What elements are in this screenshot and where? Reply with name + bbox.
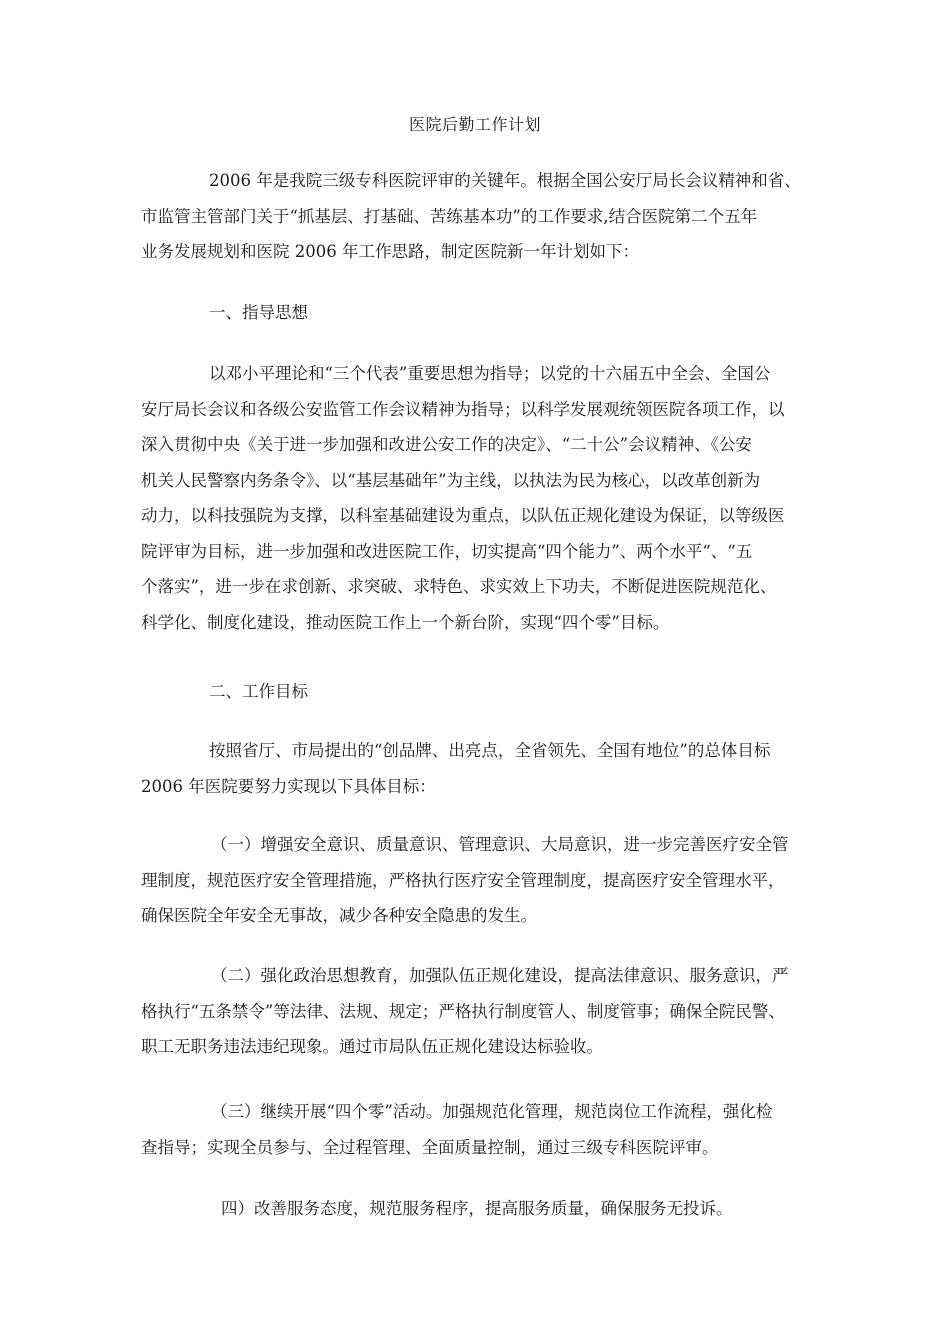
body-line: 四）改善服务态度，规范服务程序，提高服务质量，确保服务无投诉。 bbox=[221, 1199, 733, 1218]
body-line: 理制度，规范医疗安全管理措施，严格执行医疗安全管理制度，提高医疗安全管理水平， bbox=[141, 870, 785, 890]
body-line: 格执行“五条禁令”等法律、法规、规定；严格执行制度管人、制度管事；确保全院民警、 bbox=[141, 1001, 785, 1021]
body-line: 查指导；实现全员参与、全过程管理、全面质量控制，通过三级专科医院评审。 bbox=[141, 1137, 719, 1157]
body-line: （一）增强安全意识、质量意识、管理意识、大局意识，进一步完善医疗安全管 bbox=[211, 835, 789, 854]
section2-paragraph bbox=[141, 733, 806, 804]
section-heading-text: 一、指导思想 bbox=[209, 303, 308, 322]
goal-item-1 bbox=[141, 827, 806, 934]
section-heading-work-goals bbox=[141, 674, 806, 710]
body-line: 2006 年医院要努力实现以下具体目标： bbox=[141, 776, 436, 796]
section-heading-text: 二、工作目标 bbox=[209, 682, 308, 701]
body-line: 机关人民警察内务条令》、以“基层基础年”为主线，以执法为民为核心，以改革创新为 bbox=[141, 470, 761, 490]
body-line: 按照省厅、市局提出的“创品牌、出亮点，全省领先、全国有地位”的总体目标 bbox=[209, 741, 771, 760]
intro-paragraph bbox=[141, 163, 806, 270]
body-line: 确保医院全年安全无事故，减少各种安全隐患的发生。 bbox=[141, 906, 537, 925]
body-line: 深入贯彻中央《关于进一步加强和改进公安工作的决定》、“二十公”会议精神、《公安 bbox=[141, 435, 752, 454]
document-title: 医院后勤工作计划 bbox=[408, 115, 541, 134]
intro-line: 业务发展规划和医院 2006 年工作思路，制定医院新一年计划如下： bbox=[141, 242, 639, 261]
body-line: 动力，以科技强院为支撑，以科室基础建设为重点，以队伍正规化建设为保证，以等级医 bbox=[141, 506, 785, 525]
body-line: 职工无职务违法违纪现象。通过市局队伍正规化建设达标验收。 bbox=[141, 1037, 603, 1056]
intro-line: 2006 年是我院三级专科医院评审的关键年。根据全国公安厅局长会议精神和省、 bbox=[209, 171, 801, 190]
section-heading-guiding-ideology bbox=[141, 295, 806, 331]
section1-paragraph bbox=[141, 356, 806, 640]
body-line: 安厅局长会议和各级公安监管工作会议精神为指导；以科学发展观统领医院各项工作，以 bbox=[141, 399, 785, 419]
goal-item-4 bbox=[141, 1191, 806, 1227]
intro-line: 市监管主管部门关于“抓基层、打基础、苦练基本功”的工作要求,结合医院第二个五年 bbox=[141, 206, 758, 226]
body-line: 院评审为目标，进一步加强和改进医院工作，切实提高“四个能力”、两个水平“、“五 bbox=[141, 541, 753, 561]
goal-item-3 bbox=[141, 1094, 806, 1165]
body-line: 个落实”，进一步在求创新、求突破、求特色、求实效上下功夫，不断促进医院规范化、 bbox=[141, 577, 777, 596]
body-line: （三）继续开展“四个零”活动。加强规范化管理，规范岗位工作流程，强化检 bbox=[211, 1102, 773, 1121]
body-line: （二）强化政治思想教育，加强队伍正规化建设，提高法律意识、服务意识，严 bbox=[211, 966, 789, 985]
body-line: 科学化、制度化建设，推动医院工作上一个新台阶，实现“四个零”目标。 bbox=[141, 612, 670, 632]
goal-item-2 bbox=[141, 958, 806, 1065]
body-line: 以邓小平理论和“三个代表”重要思想为指导；以党的十六届五中全会、全国公 bbox=[209, 364, 771, 383]
